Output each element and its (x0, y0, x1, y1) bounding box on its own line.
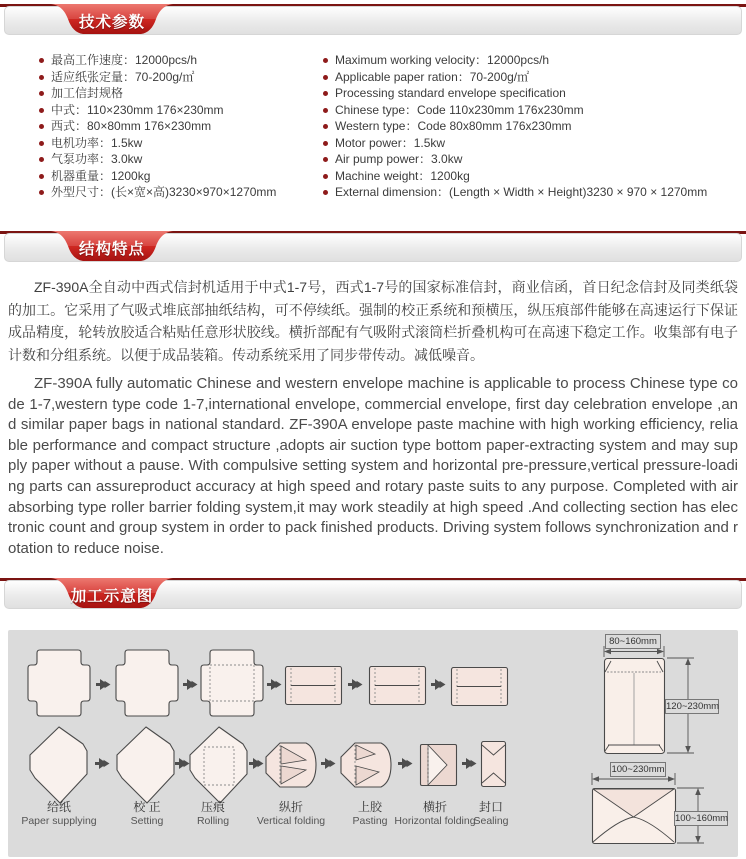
spec-item (38, 151, 318, 168)
spec-item (38, 118, 318, 135)
spec-list-chinese (38, 52, 318, 201)
section-title: 结构特点 (78, 241, 145, 258)
envelope-blank-shape (28, 650, 90, 716)
arrow-icon (267, 679, 282, 690)
envelope-blank-creased-shape (190, 727, 247, 803)
envelope-blank-shape (30, 727, 87, 803)
spec-item (322, 85, 742, 102)
western-envelope-process-row (30, 727, 506, 803)
spec-text: Machine weight：1200kg (335, 168, 470, 183)
step-cn: 横折 (422, 800, 448, 814)
arrow-icon (462, 758, 477, 769)
spec-item (322, 52, 742, 69)
spec-item (322, 168, 742, 185)
spec-item (38, 69, 318, 86)
envelope-blank-shape (117, 727, 174, 803)
arrow-icon (398, 758, 413, 769)
folded-envelope-shape (452, 668, 508, 706)
folded-envelope-shape (286, 667, 342, 705)
bullet-icon (323, 58, 328, 63)
spec-text: Air pump power：3.0kw (335, 152, 463, 166)
sealed-envelope-shape (482, 742, 506, 787)
spec-text: 西式：80×80mm 176×230mm (51, 119, 212, 133)
step-label-vertical-folding (257, 800, 325, 828)
dimension-label-chinese-height: 120~230mm (666, 701, 720, 712)
arrow-icon (348, 679, 363, 690)
bullet-icon (323, 157, 328, 162)
step-label-horizontal-folding (394, 800, 475, 828)
spec-text: 中式：110×230mm 176×230mm (51, 102, 224, 117)
banner-ribbon (50, 4, 174, 40)
spec-item (322, 135, 742, 152)
spec-text: 最高工作速度：12000pcs/h (51, 53, 198, 67)
bullet-icon (39, 157, 44, 162)
bullet-icon (39, 91, 44, 96)
step-cn: 纵折 (278, 800, 304, 814)
banner-ribbon (50, 231, 174, 267)
bullet-icon (323, 91, 328, 96)
bullet-icon (39, 174, 44, 179)
banner-ribbon (50, 578, 174, 614)
step-en: Sealing (473, 815, 509, 827)
spec-list-english (322, 52, 742, 201)
spec-item (322, 184, 742, 201)
bullet-icon (323, 108, 328, 113)
spec-text: 加工信封规格 (51, 86, 124, 100)
description-paragraph-chinese: ZF-390A全自动中西式信封机适用于中式1-7号，西式1-7号的国家标准信封，商业信函，首日纪念信封及同类纸袋的加工。它采用了气吸式堆底部抽纸结构，可不停续纸。强制的校正系统和预横压，纵压痕部件能够在高速运行下保证成品精度，轮转放胶适合粘贴任意形状胶线。横折部配有气吸附式滚筒栏折叠机构可在高速下稳定工作。收集部有电子计数和分组系统。以便于成品装箱。传动系统采用了同步带传动。减低噪音。 (8, 279, 738, 364)
spec-text: External dimension：(Length × Width × Height)3230 × 970 × 1270mm (335, 185, 708, 199)
spec-item (322, 151, 742, 168)
spec-item (38, 52, 318, 69)
step-cn: 校 正 (133, 800, 161, 814)
spec-text: 机器重量：1200kg (51, 168, 151, 183)
arrow-icon (175, 758, 190, 769)
process-diagram (8, 630, 738, 857)
section-banner-structure (0, 231, 746, 271)
bullet-icon (39, 190, 44, 195)
dimension-label-western-height: 100~160mm (675, 813, 729, 824)
spec-item (38, 184, 318, 201)
spec-item (38, 135, 318, 152)
step-en: Rolling (196, 815, 230, 827)
bullet-icon (323, 141, 328, 146)
spec-text: Western type：Code 80x80mm 176x230mm (335, 119, 572, 133)
step-label-rolling (197, 800, 229, 828)
bullet-icon (323, 174, 328, 179)
spec-item (38, 102, 318, 119)
step-en: Horizontal folding (394, 815, 476, 827)
step-cn: 封口 (478, 800, 503, 814)
western-envelope-diagram (592, 773, 704, 844)
bullet-icon (39, 141, 44, 146)
spec-text: Chinese type：Code 110x230mm 176x230mm (335, 102, 584, 117)
step-en: Vertical folding (256, 815, 326, 827)
section-title: 加工示意图 (70, 588, 154, 605)
horizontal-folded-shape (421, 745, 457, 786)
arrow-icon (249, 758, 264, 769)
step-en: Setting (130, 815, 164, 827)
bullet-icon (39, 58, 44, 63)
vertical-folded-shape (266, 743, 316, 787)
bullet-icon (323, 75, 328, 80)
arrow-icon (321, 758, 336, 769)
step-label-setting (131, 800, 164, 828)
arrow-icon (431, 679, 446, 690)
envelope-blank-shape (116, 650, 178, 716)
bullet-icon (323, 124, 328, 129)
description-paragraph-english: ZF-390A fully automatic Chinese and western envelope machine is applicable to process Chinese type code 1-7,western type code 1-7,international envelope, commercial envelope, first day celebration envelope ,and similar paper bags in national standard. ZF-390A envelope paste machine with high working efficiency, reliable performance and compact structure ,adopts air suction type bottom paper-extracting system and may supply paper without a pause. With compulsive setting system and horizontal pre-pressure,vertical pressure-loading parts can assureproduct accuracy at high speed and rotary paste suits to any purpose. Completed with air absorbing type roller barrier folding system,it may work steadily at high speed .And collecting section has electronic count and group system in order to pack finished products. Driving system follows synchronization and rotation to reduce noise. (8, 375, 738, 557)
step-label-pasting (352, 800, 387, 828)
folded-envelope-shape (370, 667, 426, 705)
bullet-icon (39, 108, 44, 113)
chinese-envelope-process-row (28, 650, 508, 716)
spec-text: Maximum working velocity：12000pcs/h (335, 53, 550, 67)
spec-item (38, 168, 318, 185)
arrow-icon (183, 679, 198, 690)
spec-text: Processing standard envelope specification (335, 86, 566, 100)
spec-text: 电机功率：1.5kw (51, 135, 143, 150)
section-banner-process (0, 578, 746, 618)
step-label-paper-supplying (21, 800, 96, 828)
bullet-icon (323, 190, 328, 195)
step-label-sealing (473, 800, 508, 828)
spec-text: 外型尺寸：(长×宽×高)3230×970×1270mm (51, 185, 277, 199)
section-banner-tech (0, 4, 746, 44)
spec-text: 气泵功率：3.0kw (51, 152, 143, 166)
spec-text: Applicable paper ration：70-200g/㎡ (335, 69, 530, 84)
bullet-icon (39, 75, 44, 80)
spec-item (322, 69, 742, 86)
spec-text: Motor power：1.5kw (335, 135, 446, 150)
spec-item (38, 85, 318, 102)
spec-item (322, 118, 742, 135)
dimension-label-western-width: 100~230mm (611, 764, 665, 775)
section-title: 技术参数 (78, 14, 145, 31)
step-cn: 上胶 (357, 800, 382, 814)
spec-text: 适应纸张定量：70-200g/㎡ (51, 69, 195, 84)
step-en: Paper supplying (21, 815, 97, 827)
spec-item (322, 102, 742, 119)
step-cn: 压痕 (200, 800, 226, 814)
dimension-label-chinese-width: 80~160mm (605, 634, 661, 649)
arrow-icon (95, 758, 110, 769)
step-en: Pasting (352, 815, 388, 827)
step-cn: 给纸 (46, 800, 71, 814)
bullet-icon (39, 124, 44, 129)
arrow-icon (96, 679, 111, 690)
pasted-shape (341, 743, 391, 787)
